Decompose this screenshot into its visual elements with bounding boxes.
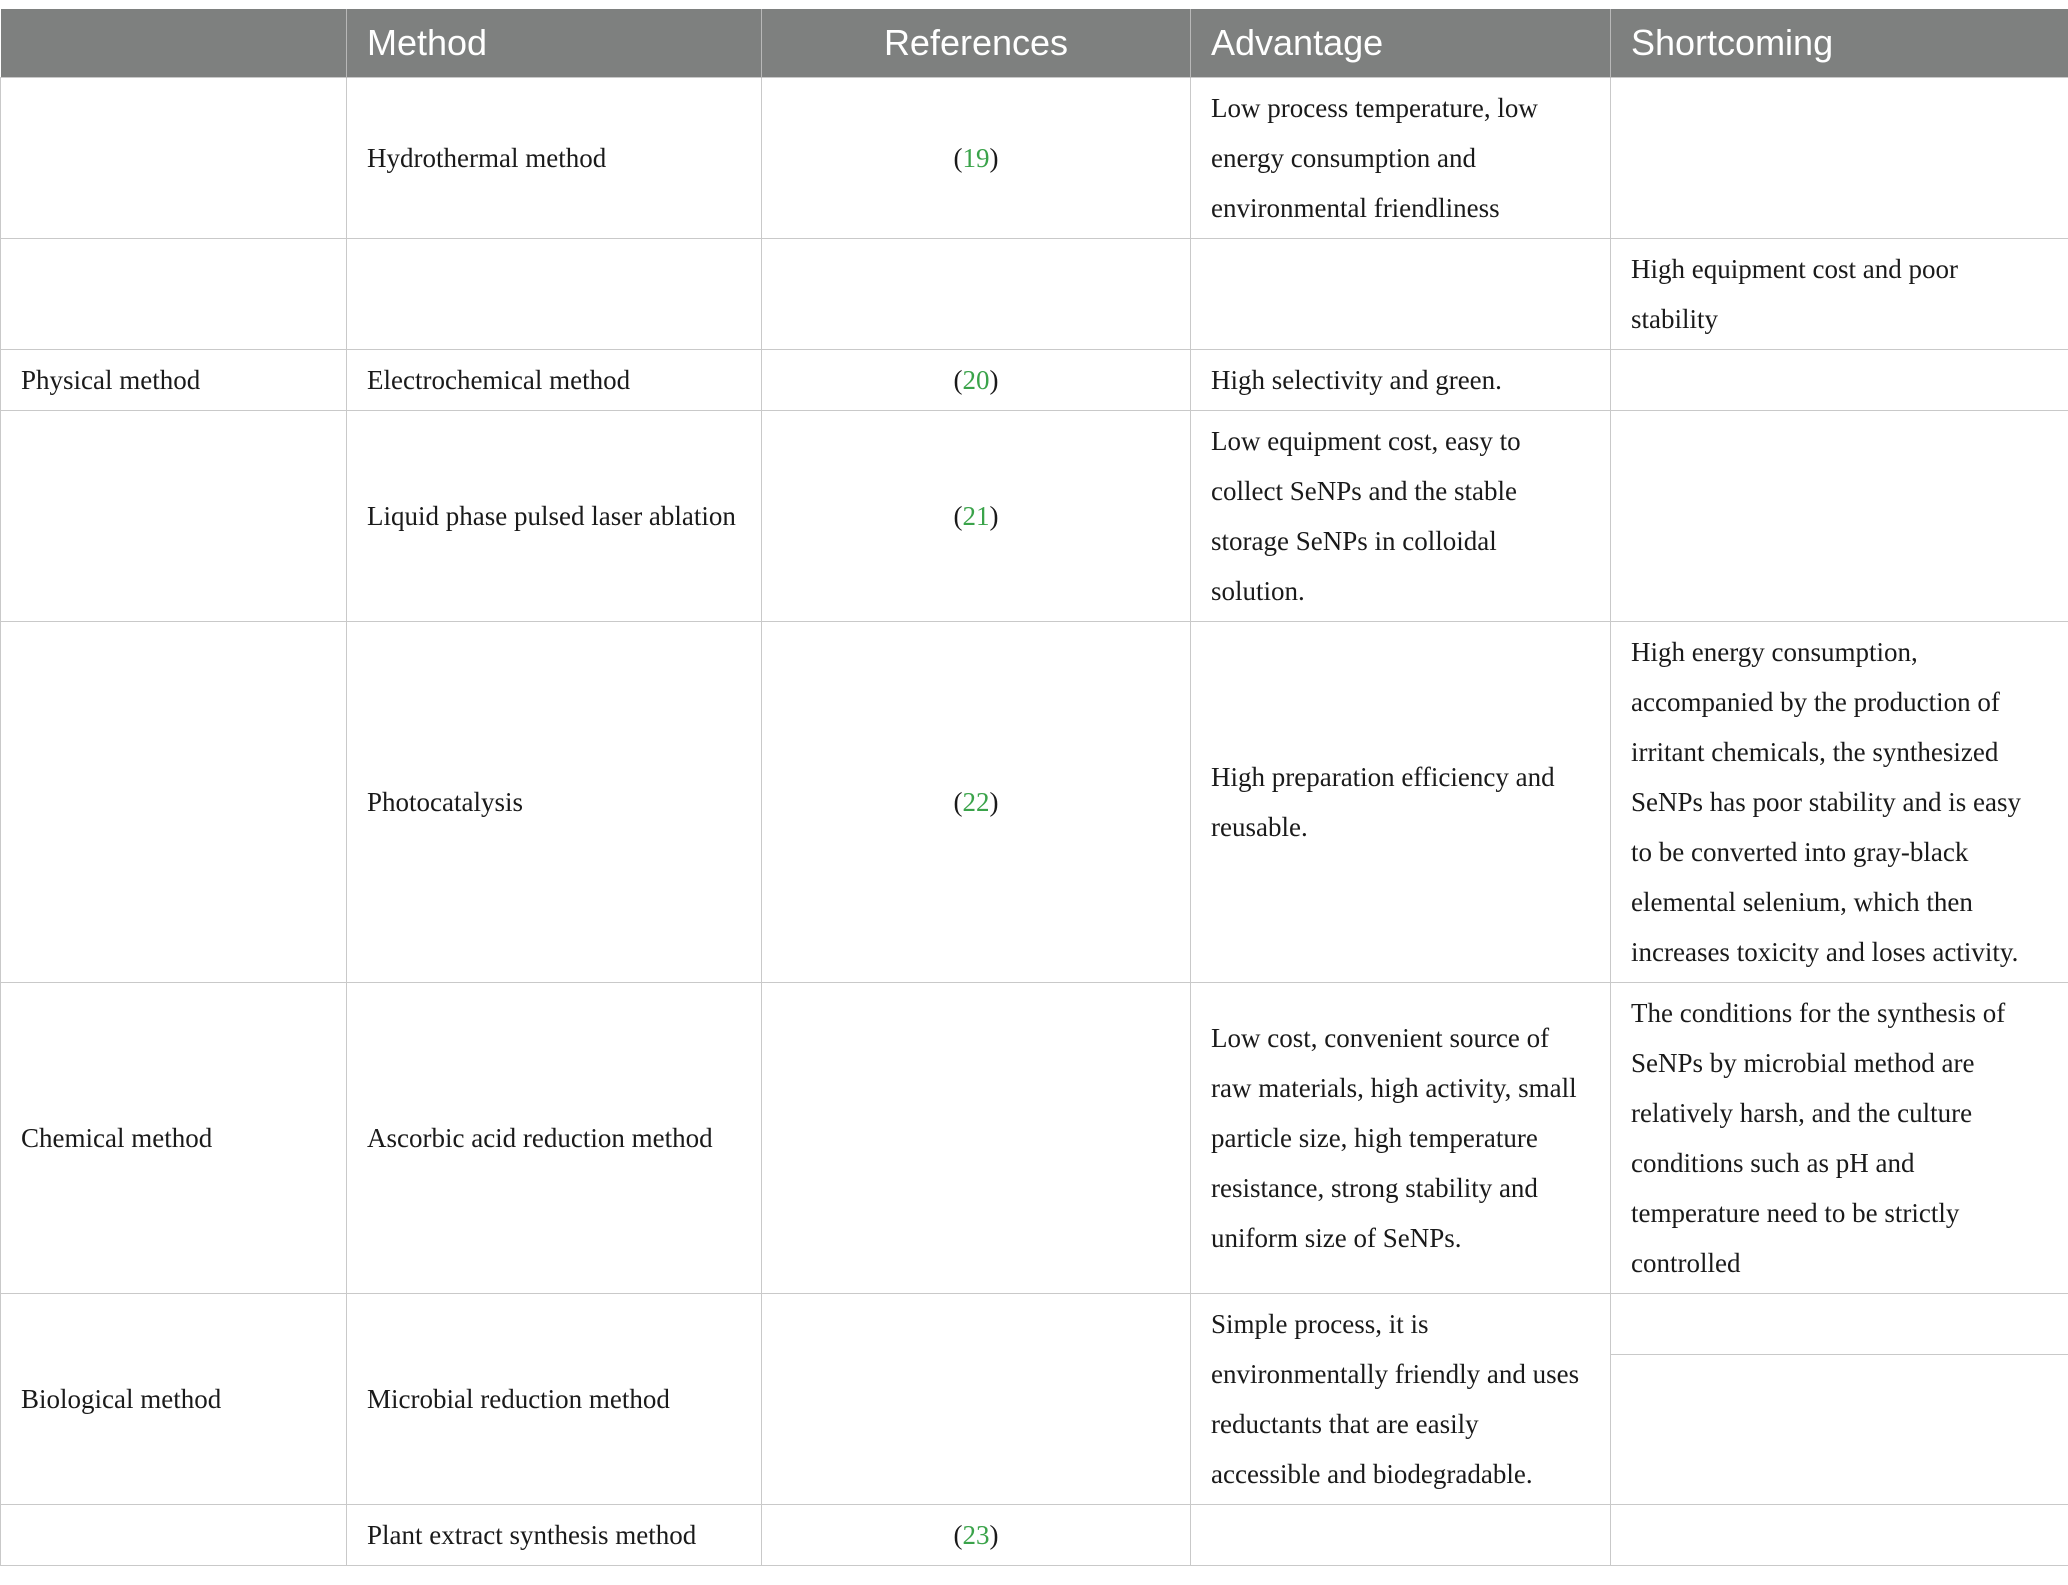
reference-cell <box>762 1294 1191 1505</box>
method-cell: Photocatalysis <box>347 622 762 983</box>
shortcoming-cell-upper <box>1611 1294 2068 1355</box>
category-cell <box>1 239 347 350</box>
header-category <box>1 9 347 78</box>
method-cell: Microbial reduction method <box>347 1294 762 1505</box>
reference-cell: (23) <box>762 1505 1191 1566</box>
table-body <box>1 78 2068 1566</box>
advantage-cell: Low process temperature, low energy consumption and environmental friendliness <box>1191 78 1611 239</box>
table-header <box>1 9 2068 78</box>
reference-cell <box>762 239 1191 350</box>
reference-cell: (19) <box>762 78 1191 239</box>
reference-cell: (22) <box>762 622 1191 983</box>
header-shortcoming: Shortcoming <box>1611 9 2068 78</box>
header-advantage: Advantage <box>1191 9 1611 78</box>
method-cell: Liquid phase pulsed laser ablation <box>347 411 762 622</box>
category-cell <box>1 622 347 983</box>
reference-cell: (21) <box>762 411 1191 622</box>
header-row <box>1 9 2068 78</box>
method-cell: Hydrothermal method <box>347 78 762 239</box>
table-row <box>1 239 2068 350</box>
method-cell <box>347 239 762 350</box>
method-cell: Plant extract synthesis method <box>347 1505 762 1566</box>
category-cell <box>1 1505 347 1566</box>
advantage-cell: Low cost, convenient source of raw materials, high activity, small particle size, high temperature resistance, strong stability and uniform size of SeNPs. <box>1191 983 1611 1294</box>
reference-link[interactable]: 19 <box>962 143 990 173</box>
advantage-cell: Simple process, it is environmentally friendly and uses reductants that are easily accessible and biodegradable. <box>1191 1294 1611 1505</box>
category-cell <box>1 411 347 622</box>
table-row <box>1 1294 2068 1505</box>
table-row <box>1 1505 2068 1566</box>
table-row <box>1 411 2068 622</box>
category-cell: Chemical method <box>1 983 347 1294</box>
shortcoming-cell: The conditions for the synthesis of SeNPs by microbial method are relatively harsh, and the culture conditions such as pH and temperature need to be strictly controlled <box>1611 983 2068 1294</box>
reference-link[interactable]: 20 <box>962 365 990 395</box>
shortcoming-cell <box>1611 350 2068 411</box>
method-cell: Electrochemical method <box>347 350 762 411</box>
advantage-cell: Low equipment cost, easy to collect SeNPs and the stable storage SeNPs in colloidal solution. <box>1191 411 1611 622</box>
shortcoming-cell: High energy consumption, accompanied by the production of irritant chemicals, the synthesized SeNPs has poor stability and is easy to be converted into gray-black elemental selenium, which then increases toxicity and loses activity. <box>1611 622 2068 983</box>
shortcoming-cell: High equipment cost and poor stability <box>1611 239 2068 350</box>
category-cell <box>1 78 347 239</box>
category-cell: Biological method <box>1 1294 347 1505</box>
category-cell: Physical method <box>1 350 347 411</box>
table-row <box>1 983 2068 1294</box>
methods-table <box>0 9 2068 1566</box>
reference-link[interactable]: 23 <box>962 1520 990 1550</box>
header-method: Method <box>347 9 762 78</box>
advantage-cell: High selectivity and green. <box>1191 350 1611 411</box>
advantage-cell: High preparation efficiency and reusable. <box>1191 622 1611 983</box>
advantage-cell <box>1191 239 1611 350</box>
shortcoming-cell <box>1611 78 2068 239</box>
table-row <box>1 78 2068 239</box>
header-references: References <box>762 9 1191 78</box>
advantage-cell <box>1191 1505 1611 1566</box>
method-cell: Ascorbic acid reduction method <box>347 983 762 1294</box>
table-row <box>1 350 2068 411</box>
reference-link[interactable]: 21 <box>962 501 990 531</box>
reference-cell <box>762 983 1191 1294</box>
shortcoming-cell <box>1611 1294 2068 1505</box>
reference-cell: (20) <box>762 350 1191 411</box>
shortcoming-cell <box>1611 411 2068 622</box>
shortcoming-cell <box>1611 1505 2068 1566</box>
table-row <box>1 622 2068 983</box>
reference-link[interactable]: 22 <box>962 787 990 817</box>
